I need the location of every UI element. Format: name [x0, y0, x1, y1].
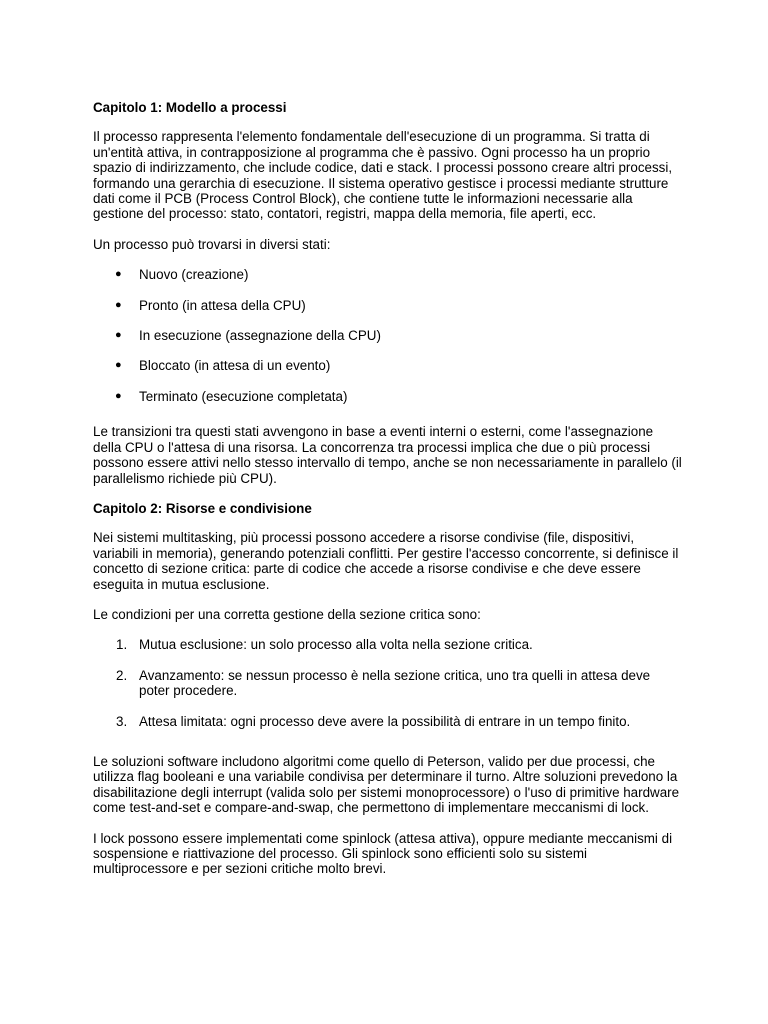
list-item-text: Nuovo (creazione)	[139, 267, 249, 283]
list-item	[93, 328, 683, 343]
list-item-number: 3.	[116, 713, 128, 729]
list-item-text: Terminato (esecuzione completata)	[139, 388, 348, 404]
chapter-1-intro-paragraph: Il processo rappresenta l'elemento fondamentale dell'esecuzione di un programma. Si tratta di un'entità attiva, in contrapposizione al programma che è passivo. Ogni processo ha un proprio spazio di indirizzamento, che include codice, dati e stack. I processi possono creare altri processi, formando una gerarchia di esecuzione. Il sistema operativo gestisce i processi mediante strutture dati come il PCB (Process Control Block), che contiene tutte le informazioni necessarie alla gestione del processo: stato, contatori, registri, mappa della memoria, file aperti, ecc.	[93, 129, 673, 222]
states-intro-paragraph: Un processo può trovarsi in diversi stati:	[93, 236, 331, 252]
list-item-text: Pronto (in attesa della CPU)	[139, 297, 306, 313]
list-item-text: Avanzamento: se nessun processo è nella sezione critica, uno tra quelli in attesa deve poter procedere.	[139, 667, 651, 699]
list-item-text: In esecuzione (assegnazione della CPU)	[139, 328, 381, 344]
list-item	[93, 714, 683, 729]
chapter-2-intro-paragraph: Nei sistemi multitasking, più processi possono accedere a risorse condivise (file, dispositivi, variabili in memoria), generando potenziali conflitti. Per gestire l'accesso concorrente, si definisce il concetto di sezione critica: parte di codice che accede a risorse condivise e che deve essere eseguita in mutua esclusione.	[93, 530, 679, 592]
conditions-intro-paragraph: Le condizioni per una corretta gestione della sezione critica sono:	[93, 606, 481, 622]
process-states-list	[93, 267, 683, 404]
locks-paragraph: I lock possono essere implementati come spinlock (attesa attiva), oppure mediante meccanismi di sospensione e riattivazione del processo. Gli spinlock sono efficienti solo su sistemi multiprocessore e per sezioni critiche molto brevi.	[93, 830, 673, 877]
list-item	[93, 389, 683, 404]
chapter-2-heading: Capitolo 2: Risorse e condivisione	[93, 500, 312, 516]
list-item	[93, 267, 683, 282]
list-item	[93, 298, 683, 313]
chapter-1-heading: Capitolo 1: Modello a processi	[93, 100, 287, 115]
list-item-text: Mutua esclusione: un solo processo alla volta nella sezione critica.	[139, 637, 533, 653]
list-item-number: 1.	[116, 637, 128, 653]
bullet-icon: ●	[115, 268, 122, 281]
bullet-icon: ●	[115, 329, 122, 342]
critical-section-conditions-list	[93, 637, 683, 729]
list-item-number: 2.	[116, 667, 128, 683]
list-item	[93, 358, 683, 373]
list-item-text: Bloccato (in attesa di un evento)	[139, 358, 331, 374]
software-solutions-paragraph: Le soluzioni software includono algoritmi come quello di Peterson, valido per due processi, che utilizza flag booleani e una variabile condivisa per determinare il turno. Altre soluzioni prevedono la disabilitazione degli interrupt (valida solo per sistemi monoprocessore) o l'uso di primitive hardware come test-and-set e compare-and-swap, che permettono di implementare meccanismi di lock.	[93, 753, 680, 816]
bullet-icon: ●	[115, 359, 122, 372]
list-item	[93, 637, 683, 652]
document-page	[93, 100, 683, 892]
transitions-paragraph: Le transizioni tra questi stati avvengono in base a eventi interni o esterni, come l'assegnazione della CPU o l'attesa di una risorsa. La concorrenza tra processi implica che due o più processi possono essere attivi nello stesso intervallo di tempo, anche se non necessariamente in parallelo (il parallelismo richiede più CPU).	[93, 424, 682, 486]
list-item	[93, 668, 683, 699]
list-item-text: Attesa limitata: ogni processo deve avere la possibilità di entrare in un tempo finito.	[139, 713, 631, 729]
bullet-icon: ●	[115, 298, 122, 311]
bullet-icon: ●	[115, 389, 122, 402]
